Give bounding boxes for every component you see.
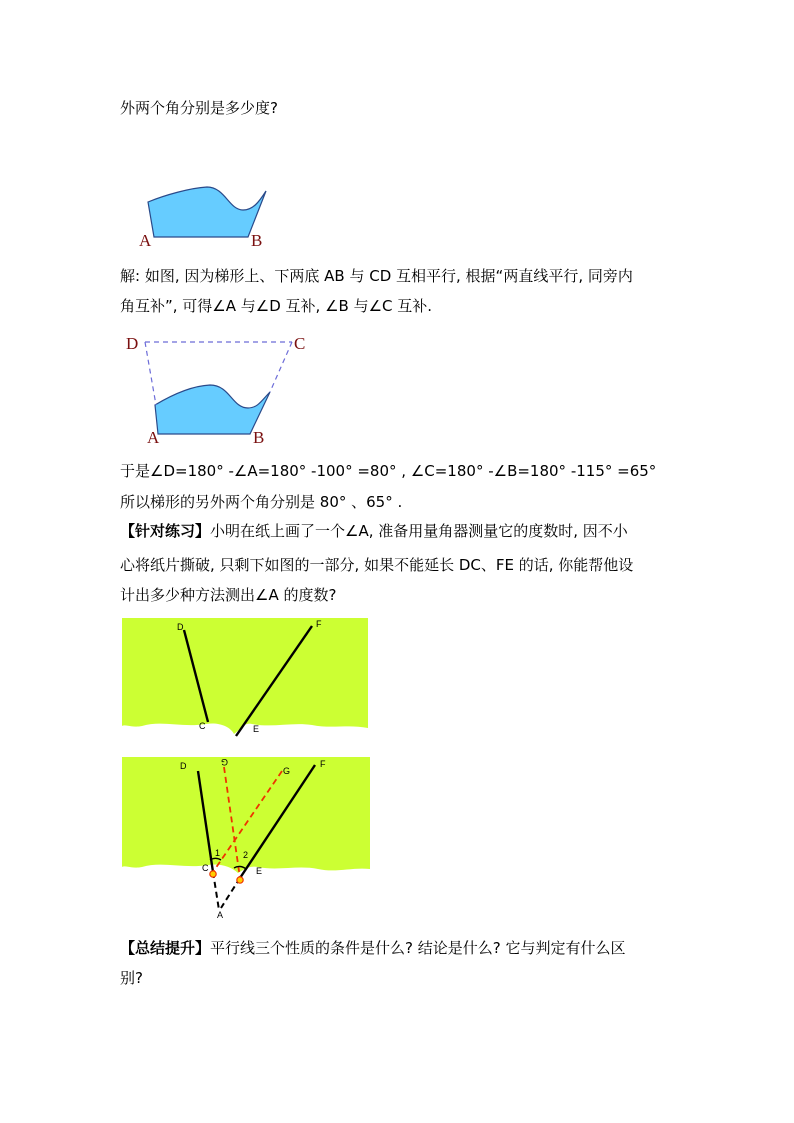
label-d: D: [126, 334, 139, 353]
point-c: [210, 871, 216, 877]
point-e: [237, 877, 243, 883]
label-a: A: [217, 910, 224, 920]
dashed-left: [145, 342, 156, 405]
label-c: C: [199, 721, 206, 731]
summary-heading: 【总结提升】: [120, 939, 211, 957]
figure-torn-trapezoid: [135, 180, 275, 250]
label-f: F: [316, 619, 322, 629]
label-g-2: G: [283, 766, 291, 776]
label-2: 2: [243, 850, 249, 860]
label-c: C: [202, 863, 209, 873]
dashed-right: [270, 342, 292, 392]
solution-line-1: 解: 如图, 因为梯形上、下两底 AB 与 CD 互相平行, 根据“两直线平行, 同旁内: [120, 267, 633, 285]
figure-construction: [122, 757, 374, 922]
label-a: A: [147, 428, 160, 447]
label-a: A: [139, 231, 152, 250]
summary-line-1: 【总结提升】平行线三个性质的条件是什么? 结论是什么? 它与判定有什么区: [120, 939, 626, 957]
label-b: B: [253, 428, 265, 447]
practice-line-3: 计出多少种方法测出∠A 的度数?: [120, 586, 337, 604]
practice-heading: 【针对练习】: [120, 522, 211, 540]
label-f: F: [320, 759, 326, 769]
paper: [122, 618, 368, 734]
torn-shape: [148, 187, 266, 237]
torn-shape: [155, 385, 270, 434]
practice-line-1: 【针对练习】小明在纸上画了一个∠A, 准备用量角器测量它的度数时, 因不小: [120, 522, 628, 540]
label-c: C: [294, 334, 306, 353]
label-d: D: [177, 622, 184, 632]
solution-line-2: 角互补”, 可得∠A 与∠D 互补, ∠B 与∠C 互补.: [120, 297, 433, 315]
label-b: B: [251, 231, 263, 250]
figure-trapezoid-completed: [120, 330, 320, 448]
label-g-1: G: [220, 757, 228, 767]
label-e: E: [256, 866, 263, 876]
label-d: D: [180, 761, 187, 771]
label-e: E: [253, 724, 260, 734]
practice-line-2: 心将纸片撕破, 只剩下如图的一部分, 如果不能延长 DC、FE 的话, 你能帮他设: [120, 556, 634, 574]
dashed-extension-c: [213, 872, 219, 910]
label-1: 1: [215, 848, 221, 858]
result-line-1: 于是∠D=180° -∠A=180° -100° =80° , ∠C=180° -∠B=180° -115° =65°: [120, 462, 657, 480]
question-tail: 外两个角分别是多少度?: [120, 99, 278, 117]
figure-torn-paper: [122, 618, 370, 743]
summary-line-2: 别?: [120, 969, 143, 987]
result-line-2: 所以梯形的另外两个角分别是 80° 、65° .: [120, 493, 403, 511]
